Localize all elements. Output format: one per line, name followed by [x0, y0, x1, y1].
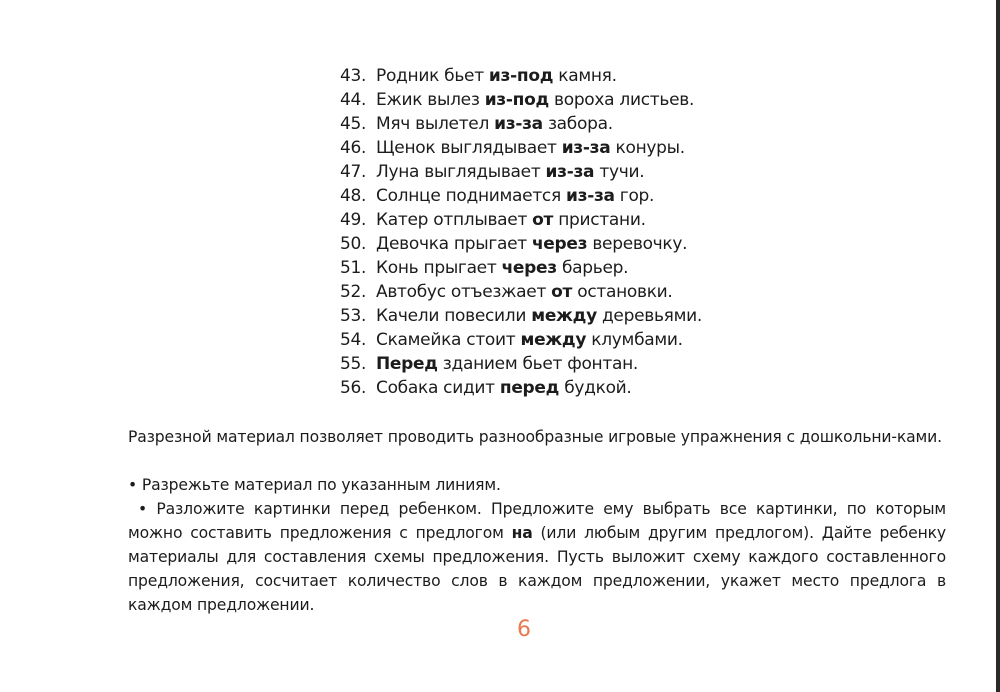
sentence-item: 56. Собака сидит перед будкой.	[340, 378, 632, 398]
sentence-item: 44. Ежик вылез из-под вороха листьев.	[340, 90, 695, 110]
sentence-item: 46. Щенок выглядывает из-за конуры.	[340, 138, 685, 158]
sentence-item: 53. Качели повесили между деревьями.	[340, 306, 702, 326]
sentence-item: 43. Родник бьет из-под камня.	[340, 66, 617, 86]
sentence-item: 45. Мяч вылетел из-за забора.	[340, 114, 613, 134]
sentence-item: 51. Конь прыгает через барьер.	[340, 258, 629, 278]
sentence-item: 55. Перед зданием бьет фонтан.	[340, 354, 639, 374]
bullet-arrange-pictures: • Разложите картинки перед ребенком. Предложите ему выбрать все картинки, по которым можно составить предложения с предлогом на (или любым другим предлогом). Дайте ребенку материалы для составления схемы предложения. Пусть выложит схему каждого составленного предложения, сосчитает количество слов в каждом предложении, укажет место предлога в каждом предложении.	[128, 500, 946, 614]
highlighted-preposition: на	[511, 524, 533, 542]
page-edge-divider	[996, 0, 1000, 692]
bullet-cut-material: • Разрежьте материал по указанным линиям.	[128, 476, 501, 494]
sentence-item: 52. Автобус отъезжает от остановки.	[340, 282, 673, 302]
sentence-item: 48. Солнце поднимается из-за гор.	[340, 186, 655, 206]
sentence-list	[340, 64, 702, 400]
sentence-item: 49. Катер отплывает от пристани.	[340, 210, 646, 230]
intro-paragraph: Разрезной материал позволяет проводить разнообразные игровые упражнения с дошкольни-ками.	[128, 428, 942, 446]
page-number: 6	[517, 617, 531, 642]
sentence-item: 47. Луна выглядывает из-за тучи.	[340, 162, 645, 182]
sentence-item: 54. Скамейка стоит между клумбами.	[340, 330, 683, 350]
sentence-item: 50. Девочка прыгает через веревочку.	[340, 234, 688, 254]
